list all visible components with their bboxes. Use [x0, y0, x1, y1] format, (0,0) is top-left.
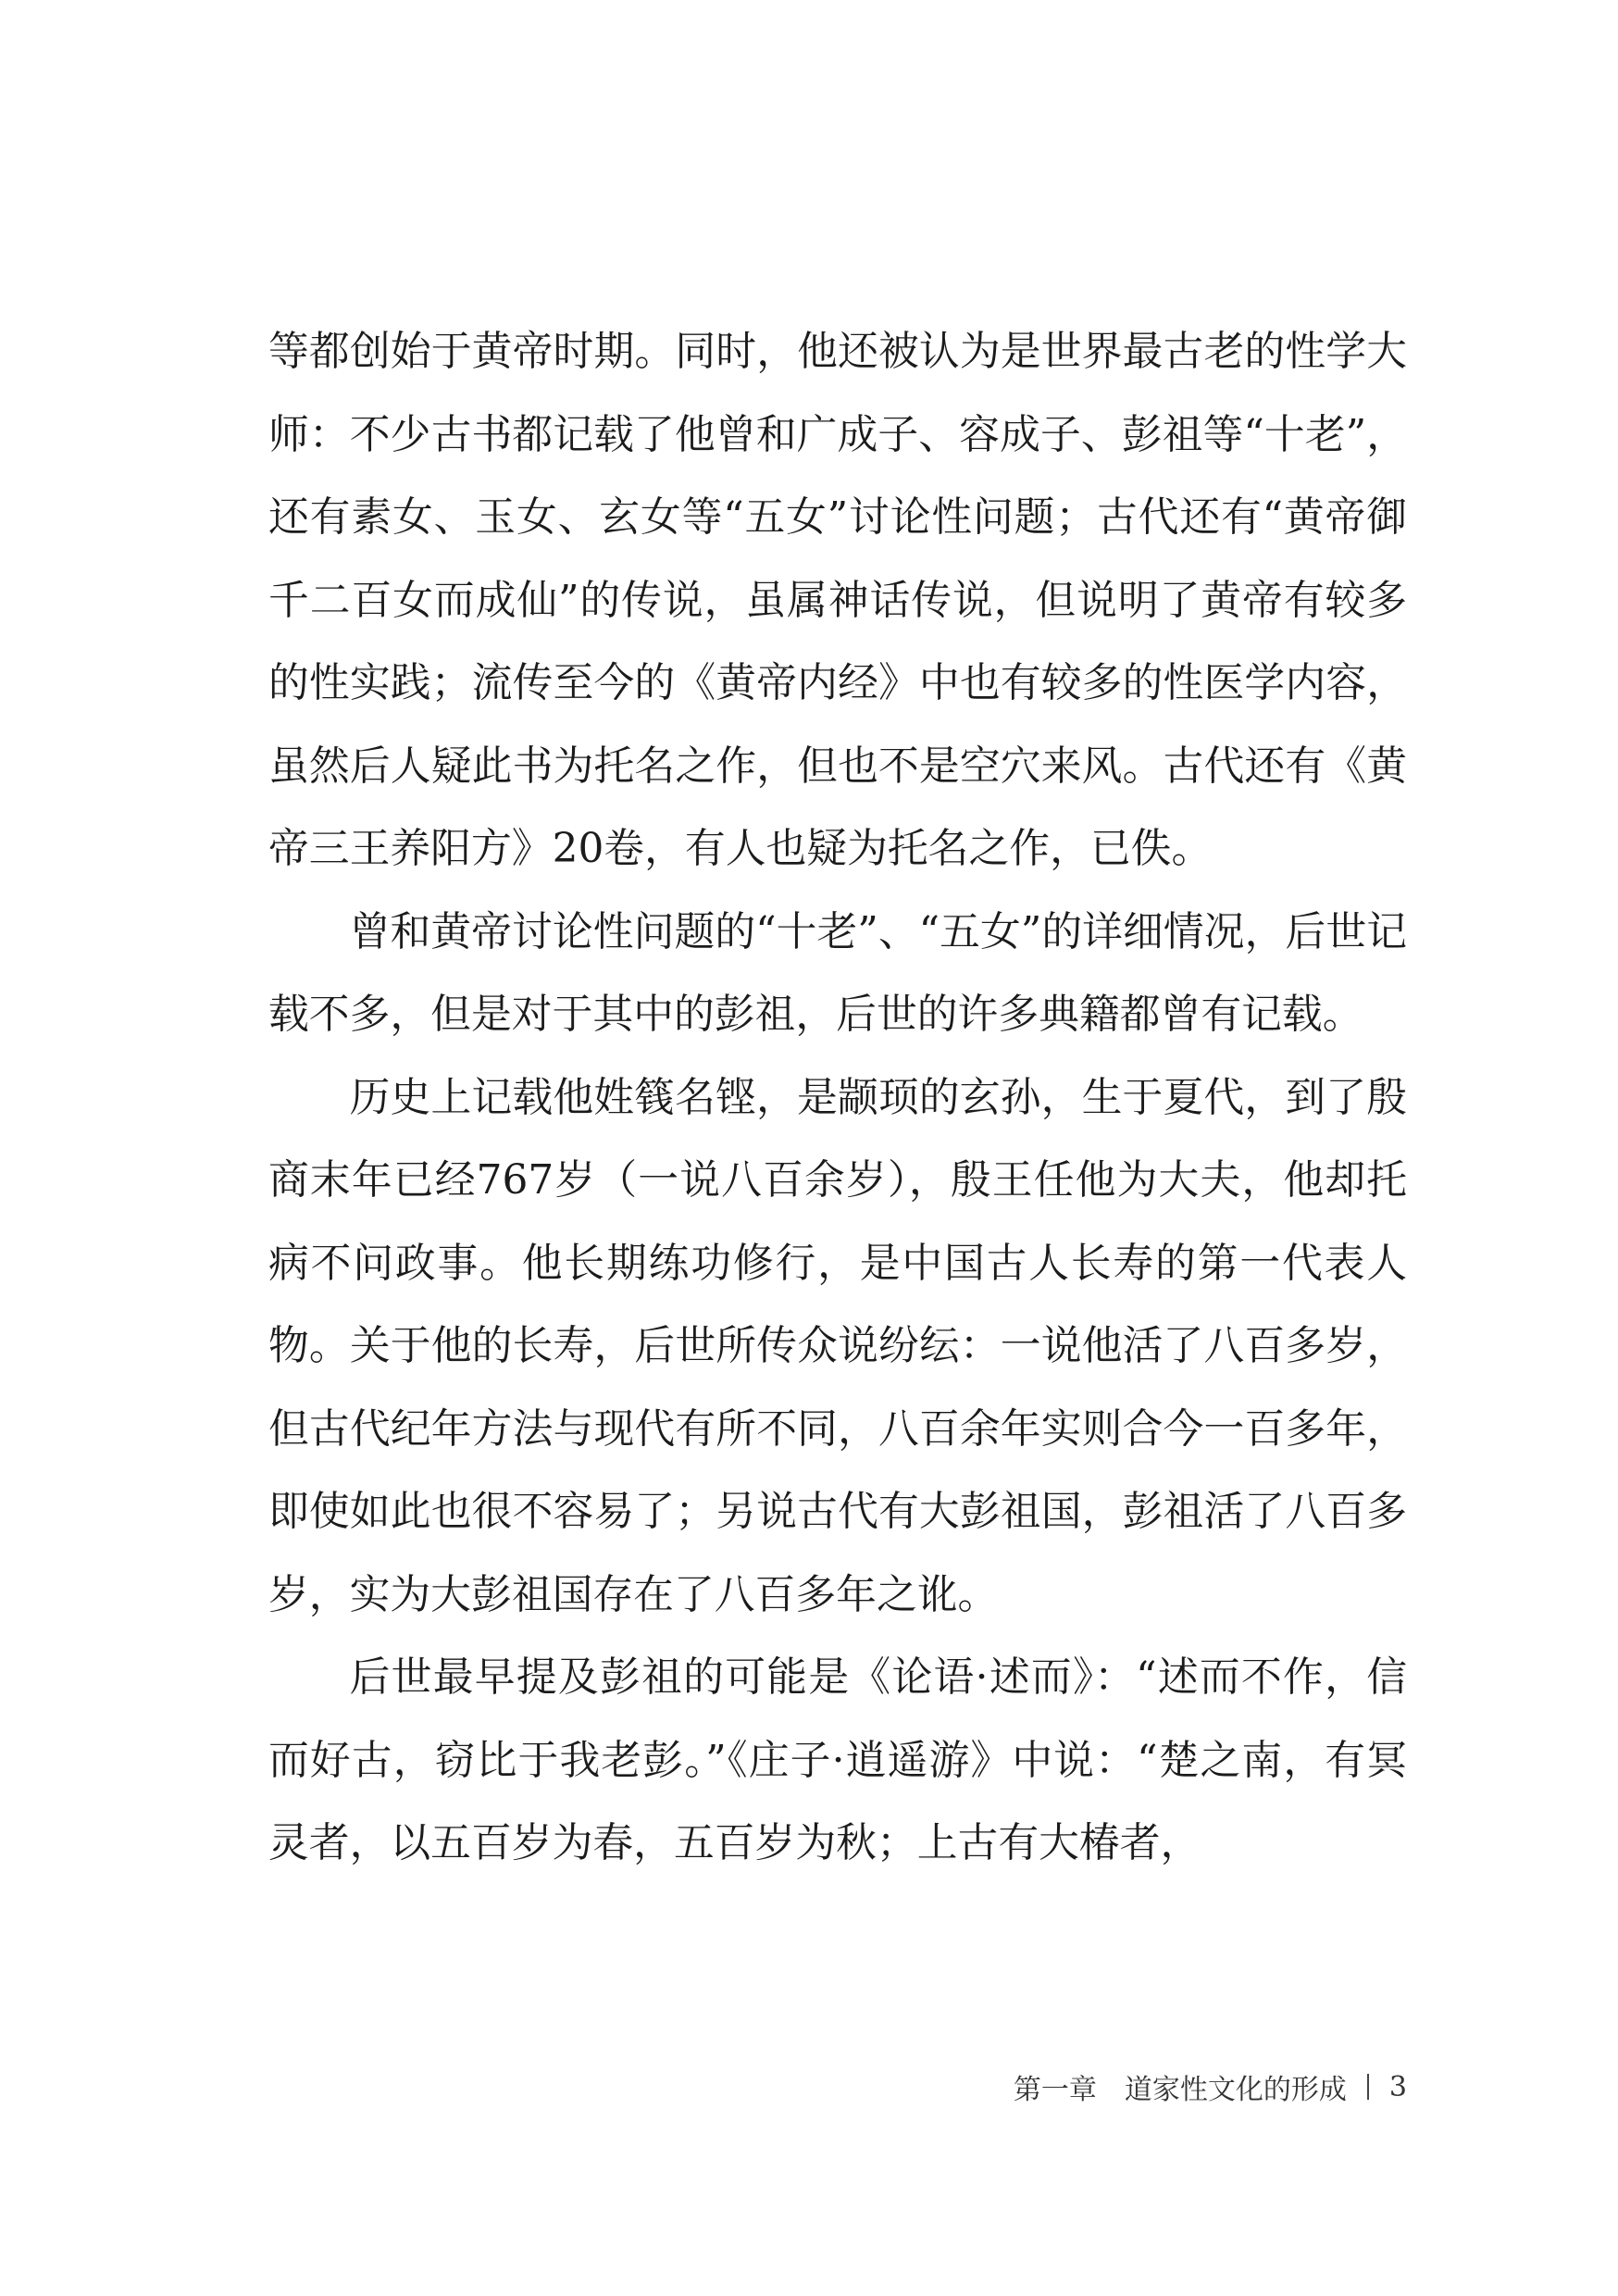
footer-divider [1367, 2074, 1369, 2100]
paragraph: 后世最早提及彭祖的可能是《论语·述而》：“述而不作，信而好古，窃比于我老彭。”《庄子·逍遥游》中说：“楚之南，有冥灵者，以五百岁为春，五百岁为秋；上古有大椿者， [268, 1653, 1407, 1866]
body-text [268, 310, 1407, 1885]
footer-chapter: 第一章 [1013, 2074, 1097, 2106]
running-footer [1014, 2066, 1407, 2107]
paragraph: 曾和黄帝讨论性问题的“十老”、“五女”的详细情况，后世记载不多，但是对于其中的彭祖，后世的许多典籍都曾有记载。 [268, 907, 1407, 1038]
paragraph: 历史上记载他姓篯名铿，是颛顼的玄孙，生于夏代，到了殷商末年已经767岁（一说八百余岁），殷王任他为大夫，他却托病不问政事。他长期练功修行，是中国古人长寿的第一代表人物。关于他的长寿，后世所传众说纷纭：一说他活了八百多岁，但古代纪年方法与现代有所不同，八百余年实则合今一百多年，即使如此也很不容易了；另说古代有大彭祖国，彭祖活了八百多岁，实为大彭祖国存在了八百多年之讹。 [268, 1073, 1407, 1618]
footer-chapter-title: 道家性文化的形成 [1124, 2074, 1347, 2106]
paragraph-continued: 等都创始于黄帝时期。同时，他还被认为是世界最古老的性学大师：不少古书都记载了他曾和广成子、容成子、彭祖等“十老”，还有素女、玉女、玄女等“五女”讨论性问题；古代还有“黄帝御千二百女而成仙”的传说，虽属神话传说，但说明了黄帝有较多的性实践；流传至今的《黄帝内经》中也有较多的性医学内容，虽然后人疑此书为托名之作，但也不是空穴来风。古代还有《黄帝三王养阳方》20卷，有人也疑为托名之作，已佚。 [268, 328, 1407, 872]
page-number: 3 [1388, 2070, 1407, 2103]
